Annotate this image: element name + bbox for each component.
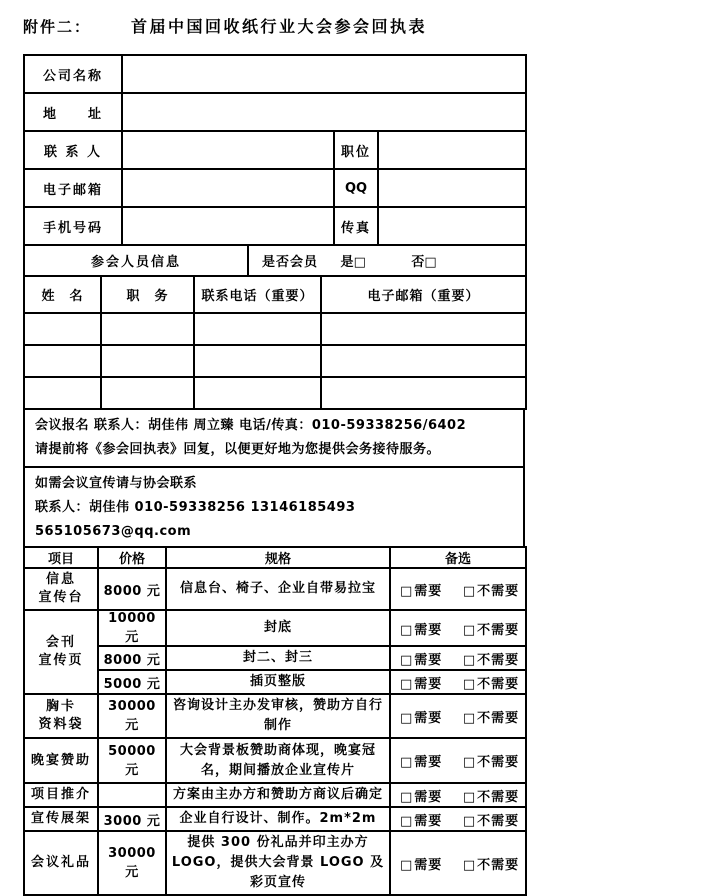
- option-need[interactable]: □需要: [400, 622, 443, 638]
- participants-table: [23, 275, 527, 410]
- option-need[interactable]: □需要: [400, 652, 443, 668]
- item-spec: 方案由主办方和赞助方商议后确定: [166, 783, 390, 807]
- table-row-journal-insert: [24, 670, 526, 694]
- checkbox-icon[interactable]: □: [462, 583, 477, 599]
- table-row-display-stand: [24, 807, 526, 831]
- item-name: 会议礼品: [24, 831, 98, 895]
- registration-note-cell: [24, 409, 524, 467]
- address-label: 地 址: [24, 93, 122, 131]
- member-no-label: 否: [411, 255, 425, 270]
- item-name: 项目推介: [24, 783, 98, 807]
- document-header: [23, 14, 525, 37]
- checkbox-icon[interactable]: □: [400, 857, 414, 873]
- company-name-label: 公司名称: [24, 55, 122, 93]
- checkbox-icon[interactable]: □: [462, 789, 477, 805]
- options-cell: [390, 568, 526, 610]
- qq-field[interactable]: [378, 169, 526, 207]
- checkbox-icon[interactable]: □: [462, 652, 477, 668]
- participant-email-field[interactable]: [321, 377, 526, 409]
- option-need[interactable]: □需要: [400, 755, 443, 770]
- option-not-need[interactable]: □不需要: [462, 755, 520, 770]
- options-cell: [390, 783, 526, 807]
- checkbox-icon[interactable]: □: [400, 755, 414, 770]
- promotion-note-line1: 如需会议宣传请与协会联系: [35, 476, 198, 491]
- participant-row: [24, 313, 526, 345]
- table-row-journal-back-cover: [24, 610, 526, 646]
- item-spec: 企业自行设计、制作。2m*2m: [166, 807, 390, 831]
- position-field[interactable]: [378, 131, 526, 169]
- registration-note-line1: 会议报名 联系人：胡佳伟 周立臻 电话/传真：010-59338256/6402: [35, 418, 467, 433]
- item-price: 3000 元: [98, 807, 166, 831]
- checkbox-icon[interactable]: □: [400, 710, 414, 726]
- price-column-header: 价格: [98, 547, 166, 568]
- participant-name-field[interactable]: [24, 313, 101, 345]
- item-name: 晚宴赞助: [24, 738, 98, 783]
- item-spec: 封底: [166, 610, 390, 646]
- table-row: [24, 245, 526, 276]
- mobile-field[interactable]: [122, 207, 334, 245]
- table-row-conference-gifts: [24, 831, 526, 895]
- option-need[interactable]: □需要: [400, 710, 443, 726]
- member-question-label: 是否会员: [262, 255, 319, 270]
- table-row-journal-inside-covers: [24, 646, 526, 670]
- checkbox-icon[interactable]: □: [462, 857, 477, 873]
- checkbox-icon[interactable]: □: [462, 813, 477, 829]
- checkbox-icon[interactable]: □: [400, 652, 414, 668]
- table-row: [24, 55, 526, 93]
- email-field[interactable]: [122, 169, 334, 207]
- item-spec: 插页整版: [166, 670, 390, 694]
- mobile-label: 手机号码: [24, 207, 122, 245]
- email-column-header: 电子邮箱（重要）: [321, 276, 526, 313]
- participant-title-field[interactable]: [101, 313, 194, 345]
- item-spec: 咨询设计主办发审核，赞助方自行制作: [166, 694, 390, 738]
- member-yes-option[interactable]: [341, 255, 367, 270]
- checkbox-icon[interactable]: □: [462, 676, 477, 692]
- member-yes-label: 是: [340, 255, 354, 270]
- option-not-need[interactable]: □不需要: [462, 857, 520, 873]
- price-header-row: [24, 547, 526, 568]
- table-row-project-promotion: [24, 783, 526, 807]
- registration-note-block: [23, 408, 525, 468]
- checkbox-icon[interactable]: □: [400, 583, 414, 599]
- participant-row: [24, 345, 526, 377]
- contact-person-label: 联 系 人: [24, 131, 122, 169]
- checkbox-icon[interactable]: □: [424, 255, 437, 270]
- options-cell: [390, 694, 526, 738]
- options-cell: [390, 610, 526, 646]
- participant-info-label: 参会人员信息: [24, 245, 248, 276]
- contact-person-field[interactable]: [122, 131, 334, 169]
- table-row-banquet-sponsor: [24, 738, 526, 783]
- table-row: [24, 169, 526, 207]
- participant-email-field[interactable]: [321, 345, 526, 377]
- option-need[interactable]: □需要: [400, 583, 443, 599]
- item-spec: 大会背景板赞助商体现，晚宴冠名，期间播放企业宣传片: [166, 738, 390, 783]
- option-not-need[interactable]: □不需要: [462, 583, 520, 599]
- option-need[interactable]: □需要: [400, 813, 443, 829]
- participant-name-field[interactable]: [24, 377, 101, 409]
- email-label: 电子邮箱: [24, 169, 122, 207]
- checkbox-icon[interactable]: □: [353, 255, 366, 270]
- member-no-option[interactable]: [411, 255, 437, 270]
- participant-phone-field[interactable]: [194, 377, 321, 409]
- promotion-note-block: [23, 466, 525, 548]
- company-name-field[interactable]: [122, 55, 526, 93]
- options-cell: [390, 646, 526, 670]
- option-not-need[interactable]: □不需要: [462, 813, 520, 829]
- item-spec: 封二、封三: [166, 646, 390, 670]
- item-name: 胸卡 资料袋: [24, 694, 98, 738]
- participant-title-field[interactable]: [101, 345, 194, 377]
- spec-column-header: 规格: [166, 547, 390, 568]
- options-column-header: 备选: [390, 547, 526, 568]
- fax-field[interactable]: [378, 207, 526, 245]
- option-not-need[interactable]: □不需要: [462, 676, 520, 692]
- table-row-info-desk: [24, 568, 526, 610]
- registration-note-line2: 请提前将《参会回执表》回复，以便更好地为您提供会务接待服务。: [35, 442, 441, 457]
- option-not-need[interactable]: □不需要: [462, 622, 520, 638]
- checkbox-icon[interactable]: □: [400, 676, 414, 692]
- item-spec: 提供 300 份礼品并印主办方 LOGO，提供大会背景 LOGO 及彩页宣传: [166, 831, 390, 895]
- participant-phone-field[interactable]: [194, 313, 321, 345]
- item-price: 50000 元: [98, 738, 166, 783]
- checkbox-icon[interactable]: □: [462, 710, 477, 726]
- item-column-header: 项目: [24, 547, 98, 568]
- table-row: [24, 131, 526, 169]
- address-field[interactable]: [122, 93, 526, 131]
- contact-form-table: [23, 54, 527, 246]
- options-cell: [390, 831, 526, 895]
- checkbox-icon[interactable]: □: [462, 755, 477, 770]
- price-table: [23, 546, 527, 896]
- phone-column-header: 联系电话（重要）: [194, 276, 321, 313]
- options-cell: [390, 807, 526, 831]
- option-not-need[interactable]: □不需要: [462, 789, 520, 805]
- qq-label: QQ: [334, 169, 378, 207]
- title-column-header: 职 务: [101, 276, 194, 313]
- participant-row: [24, 377, 526, 409]
- item-price: 8000 元: [98, 646, 166, 670]
- table-row: [24, 207, 526, 245]
- item-price: 30000 元: [98, 831, 166, 895]
- option-not-need[interactable]: □不需要: [462, 710, 520, 726]
- participants-header-row: [24, 276, 526, 313]
- item-price: 10000 元: [98, 610, 166, 646]
- participant-phone-field[interactable]: [194, 345, 321, 377]
- table-row: [24, 93, 526, 131]
- checkbox-icon[interactable]: □: [400, 622, 414, 638]
- page-title: 首届中国回收纸行业大会参会回执表: [131, 17, 428, 36]
- fax-label: 传真: [334, 207, 378, 245]
- attachment-label: 附件二：: [23, 18, 92, 36]
- name-column-header: 姓 名: [24, 276, 101, 313]
- member-section-table: [23, 244, 527, 277]
- options-cell: [390, 738, 526, 783]
- item-spec: 信息台、椅子、企业自带易拉宝: [166, 568, 390, 610]
- table-row-badge-bag: [24, 694, 526, 738]
- option-need[interactable]: □需要: [400, 857, 443, 873]
- participant-title-field[interactable]: [101, 377, 194, 409]
- position-label: 职位: [334, 131, 378, 169]
- promotion-note-line2: 联系人：胡佳伟 010-59338256 13146185493 565105673@qq.com: [35, 500, 356, 539]
- item-price: [98, 783, 166, 807]
- item-name: 宣传展架: [24, 807, 98, 831]
- promotion-note-cell: [24, 467, 524, 547]
- option-not-need[interactable]: □不需要: [462, 652, 520, 668]
- member-question-cell: [248, 245, 526, 276]
- item-price: 5000 元: [98, 670, 166, 694]
- participant-email-field[interactable]: [321, 313, 526, 345]
- checkbox-icon[interactable]: □: [400, 789, 414, 805]
- item-name: 信息 宣传台: [24, 568, 98, 610]
- item-name: 会刊 宣传页: [24, 610, 98, 694]
- option-need[interactable]: □需要: [400, 676, 443, 692]
- option-need[interactable]: □需要: [400, 789, 443, 805]
- item-price: 8000 元: [98, 568, 166, 610]
- item-price: 30000 元: [98, 694, 166, 738]
- options-cell: [390, 670, 526, 694]
- checkbox-icon[interactable]: □: [462, 622, 477, 638]
- participant-name-field[interactable]: [24, 345, 101, 377]
- checkbox-icon[interactable]: □: [400, 813, 414, 829]
